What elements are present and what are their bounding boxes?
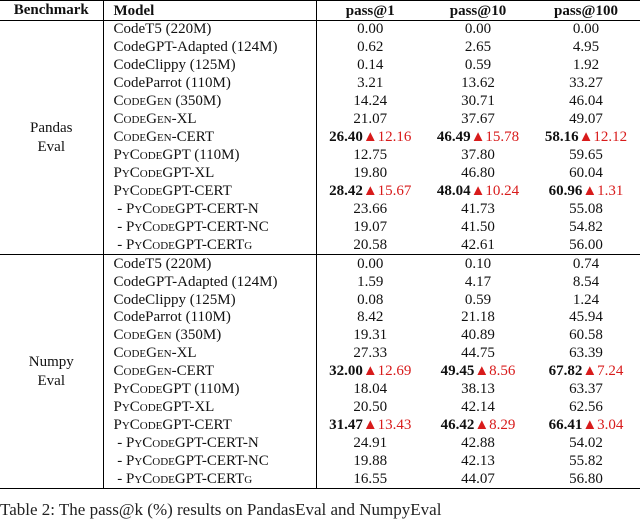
metric-value: 67.82 [548, 363, 583, 380]
model-name: PyCodeGPT-CERT-NC [126, 452, 269, 469]
metric-value: 0.00 [572, 21, 600, 38]
pass-at-10-cell [424, 273, 532, 291]
gain-value: ▲12.69 [362, 363, 412, 380]
metric-value: 37.80 [461, 147, 495, 164]
metric-value: 63.37 [569, 381, 603, 398]
ablation-marker: - [113, 236, 126, 253]
metric-value: 30.71 [461, 93, 495, 110]
pass-at-1-cell [316, 345, 424, 363]
pass-at-100-cell [532, 165, 640, 183]
metric-value: 12.75 [353, 147, 388, 164]
metric-value: 56.80 [569, 470, 603, 487]
model-name: PyCodeGPT-CERT [113, 417, 232, 434]
pass-at-10-cell [424, 399, 532, 417]
pass-at-10-cell [424, 39, 532, 57]
benchmark-suffix: Eval [37, 372, 65, 389]
pass-at-1-cell [316, 255, 424, 273]
model-name: CodeGPT-Adapted (124M) [113, 273, 278, 290]
gain-value: ▲15.78 [470, 129, 520, 146]
model-cell [103, 182, 316, 200]
table-header [0, 1, 640, 21]
metric-value: 18.04 [353, 381, 388, 398]
pass-at-10-cell [424, 147, 532, 165]
pass-at-1-cell [316, 417, 424, 435]
pass-at-10-cell [424, 111, 532, 129]
pass-at-100-cell [532, 93, 640, 111]
pass-at-10-cell [424, 470, 532, 488]
model-name: PyCodeGPT-XL [113, 164, 215, 181]
metric-value: 4.95 [572, 39, 600, 56]
metric-value: 55.82 [569, 452, 603, 469]
model-cell [103, 273, 316, 291]
benchmark-cell [0, 21, 103, 255]
metric-value: 3.21 [357, 75, 384, 92]
pass-at-100-cell [532, 111, 640, 129]
pass-at-10-cell [424, 57, 532, 75]
pass-at-100-cell [532, 147, 640, 165]
model-cell [103, 381, 316, 399]
metric-value: 42.13 [461, 452, 495, 469]
metric-value: 55.08 [569, 200, 603, 217]
metric-value: 24.91 [353, 435, 388, 452]
metric-value: 0.59 [464, 57, 492, 74]
pass-at-100-cell [532, 435, 640, 453]
pass-at-1-cell [316, 39, 424, 57]
pass-at-100-cell [532, 75, 640, 93]
model-name: CodeGen (350M) [113, 93, 222, 110]
pass-at-100-cell [532, 309, 640, 327]
pass-at-10-cell [424, 417, 532, 435]
metric-value: 54.82 [569, 218, 603, 235]
pass-at-1-cell [316, 147, 424, 165]
pass-at-1-cell [316, 218, 424, 236]
metric-value: 8.54 [572, 273, 600, 290]
header-pass-at-1: pass@1 [345, 2, 395, 19]
metric-value: 28.42 [329, 182, 363, 199]
pass-at-10-cell [424, 236, 532, 254]
pass-at-10-cell [424, 363, 532, 381]
metric-value: 19.31 [353, 327, 388, 344]
gain-value: ▲12.12 [578, 129, 628, 146]
metric-value: 44.75 [461, 345, 495, 362]
metric-value: 60.58 [569, 327, 603, 344]
metric-value: 58.16 [544, 129, 579, 146]
pass-at-10-cell [424, 21, 532, 39]
pass-at-10-cell [424, 129, 532, 147]
gain-value: ▲15.67 [362, 182, 412, 199]
header-model: Model [103, 1, 316, 21]
metric-value: 14.24 [353, 93, 388, 110]
pass-at-10-cell [424, 75, 532, 93]
model-name: PyCodeGPT-CERT-NC [126, 218, 269, 235]
metric-value: 42.61 [461, 236, 495, 253]
metric-value: 1.24 [572, 291, 600, 308]
metric-value: 37.67 [461, 111, 495, 128]
pass-at-10-cell [424, 182, 532, 200]
pass-at-100-cell [532, 363, 640, 381]
model-cell [103, 129, 316, 147]
metric-value: 38.13 [461, 381, 495, 398]
model-name: CodeT5 (220M) [113, 255, 212, 272]
metric-value: 46.42 [440, 417, 475, 434]
pass-at-10-cell [424, 218, 532, 236]
pass-at-10-cell [424, 327, 532, 345]
pass-at-1-cell [316, 273, 424, 291]
ablation-marker: - [113, 218, 126, 235]
model-cell [103, 111, 316, 129]
model-name: PyCodeGPT-CERTg [126, 470, 253, 487]
gain-value: ▲3.04 [582, 417, 624, 434]
ablation-marker: - [113, 200, 126, 217]
metric-value: 23.66 [353, 200, 388, 217]
model-name: CodeGen-XL [113, 111, 197, 128]
model-name: CodeParrot (110M) [113, 75, 231, 92]
metric-value: 19.80 [353, 164, 388, 181]
pandas-eval-group [0, 21, 640, 255]
pass-at-1-cell [316, 236, 424, 254]
benchmark-cell [0, 255, 103, 489]
pass-at-10-cell [424, 291, 532, 309]
gain-value: ▲12.16 [362, 129, 412, 146]
model-cell [103, 200, 316, 218]
pass-at-1-cell [316, 381, 424, 399]
model-cell [103, 327, 316, 345]
pass-at-100-cell [532, 236, 640, 254]
ablation-marker: - [113, 452, 126, 469]
pass-at-1-cell [316, 57, 424, 75]
pass-at-10-cell [424, 435, 532, 453]
pass-at-1-cell [316, 291, 424, 309]
metric-value: 49.45 [440, 363, 475, 380]
header-benchmark: Benchmark [0, 1, 103, 21]
pass-at-100-cell [532, 182, 640, 200]
pass-at-1-cell [316, 111, 424, 129]
ablation-marker: - [113, 470, 126, 487]
model-name: PyCodeGPT-CERT-N [126, 200, 259, 217]
model-cell [103, 93, 316, 111]
header-pass-at-10: pass@10 [449, 2, 507, 19]
gain-value: ▲1.31 [582, 182, 624, 199]
metric-value: 48.04 [436, 182, 471, 199]
metric-value: 0.08 [357, 291, 384, 308]
model-cell [103, 470, 316, 488]
benchmark-suffix: Eval [37, 138, 65, 155]
metric-value: 0.59 [464, 291, 492, 308]
metric-value: 20.50 [353, 399, 388, 416]
metric-value: 33.27 [569, 75, 603, 92]
pass-at-100-cell [532, 129, 640, 147]
pass-at-1-cell [316, 309, 424, 327]
model-name: CodeClippy (125M) [113, 291, 236, 308]
model-cell [103, 57, 316, 75]
metric-value: 46.80 [461, 164, 495, 181]
pass-at-10-cell [424, 345, 532, 363]
metric-value: 45.94 [569, 309, 603, 326]
model-cell [103, 363, 316, 381]
model-name: PyCodeGPT-CERTg [126, 236, 253, 253]
model-cell [103, 291, 316, 309]
pass-at-1-cell [316, 327, 424, 345]
metric-value: 27.33 [353, 345, 388, 362]
pass-at-100-cell [532, 291, 640, 309]
metric-value: 1.59 [357, 273, 384, 290]
metric-value: 16.55 [353, 470, 388, 487]
benchmark-name: Pandas [30, 119, 73, 136]
model-cell [103, 453, 316, 471]
metric-value: 62.56 [569, 399, 603, 416]
metric-value: 20.58 [353, 236, 388, 253]
model-name: CodeGen-CERT [113, 363, 215, 380]
pass-at-100-cell [532, 327, 640, 345]
metric-value: 19.07 [353, 218, 388, 235]
gain-value: ▲7.24 [582, 363, 624, 380]
metric-value: 63.39 [569, 345, 603, 362]
model-cell [103, 417, 316, 435]
metric-value: 0.00 [464, 21, 492, 38]
model-cell [103, 345, 316, 363]
ablation-marker: - [113, 435, 126, 452]
metric-value: 21.18 [461, 309, 495, 326]
metric-value: 42.88 [461, 435, 495, 452]
model-cell [103, 218, 316, 236]
metric-value: 46.49 [436, 129, 471, 146]
header-row [0, 1, 640, 21]
metric-value: 59.65 [569, 147, 603, 164]
metric-value: 56.00 [569, 236, 603, 253]
pass-at-1-cell [316, 182, 424, 200]
pass-at-1-cell [316, 93, 424, 111]
pass-at-100-cell [532, 255, 640, 273]
metric-value: 31.47 [329, 417, 363, 434]
model-name: PyCodeGPT (110M) [113, 147, 240, 164]
pass-at-100-cell [532, 273, 640, 291]
metric-value: 41.50 [461, 218, 495, 235]
pass-at-1-cell [316, 470, 424, 488]
pass-at-1-cell [316, 453, 424, 471]
metric-value: 66.41 [548, 417, 583, 434]
pass-at-10-cell [424, 165, 532, 183]
model-cell [103, 39, 316, 57]
pass-at-100-cell [532, 57, 640, 75]
gain-value: ▲8.56 [474, 363, 516, 380]
metric-value: 41.73 [461, 200, 495, 217]
model-cell [103, 21, 316, 39]
model-cell [103, 147, 316, 165]
pass-at-100-cell [532, 417, 640, 435]
gain-value: ▲13.43 [362, 417, 412, 434]
model-cell [103, 399, 316, 417]
pass-at-1-cell [316, 435, 424, 453]
model-name: PyCodeGPT-CERT-N [126, 435, 259, 452]
metric-value: 46.04 [569, 93, 603, 110]
model-name: CodeGen (350M) [113, 327, 222, 344]
metric-value: 13.62 [461, 75, 495, 92]
table-caption: Table 2: The pass@k (%) results on PandasEval and NumpyEval [0, 500, 442, 519]
model-name: PyCodeGPT (110M) [113, 381, 240, 398]
metric-value: 49.07 [569, 111, 603, 128]
model-cell [103, 165, 316, 183]
metric-value: 32.00 [329, 363, 363, 380]
pass-at-1-cell [316, 21, 424, 39]
pass-at-10-cell [424, 93, 532, 111]
model-name: CodeGen-CERT [113, 129, 215, 146]
pass-at-100-cell [532, 381, 640, 399]
pass-at-100-cell [532, 345, 640, 363]
pass-at-1-cell [316, 129, 424, 147]
metric-value: 54.02 [569, 435, 603, 452]
metric-value: 8.42 [357, 309, 384, 326]
metric-value: 0.00 [357, 255, 384, 272]
metric-value: 4.17 [464, 273, 492, 290]
pass-at-10-cell [424, 381, 532, 399]
metric-value: 26.40 [329, 129, 363, 146]
pass-at-1-cell [316, 165, 424, 183]
metric-value: 40.89 [461, 327, 495, 344]
model-cell [103, 236, 316, 254]
model-name: PyCodeGPT-CERT [113, 182, 232, 199]
model-name: CodeT5 (220M) [113, 21, 212, 38]
pass-at-100-cell [532, 218, 640, 236]
pass-at-100-cell [532, 21, 640, 39]
metric-value: 60.04 [569, 164, 603, 181]
metric-value: 44.07 [461, 470, 495, 487]
pass-at-100-cell [532, 399, 640, 417]
pass-at-1-cell [316, 75, 424, 93]
model-cell [103, 435, 316, 453]
pass-at-100-cell [532, 470, 640, 488]
header-pass-at-100: pass@100 [554, 2, 618, 19]
model-name: CodeGen-XL [113, 345, 197, 362]
model-name: CodeParrot (110M) [113, 309, 231, 326]
metric-value: 2.65 [464, 39, 492, 56]
gain-value: ▲8.29 [474, 417, 516, 434]
metric-value: 0.10 [464, 255, 492, 272]
model-name: CodeClippy (125M) [113, 57, 236, 74]
metric-value: 19.88 [353, 452, 388, 469]
metric-value: 60.96 [548, 182, 583, 199]
table-row [0, 21, 640, 39]
model-cell [103, 255, 316, 273]
pass-at-1-cell [316, 200, 424, 218]
metric-value: 42.14 [461, 399, 495, 416]
benchmark-name: Numpy [28, 353, 74, 370]
model-cell [103, 75, 316, 93]
table-row [0, 255, 640, 273]
model-cell [103, 309, 316, 327]
pass-at-10-cell [424, 200, 532, 218]
metric-value: 0.62 [357, 39, 384, 56]
numpy-eval-group [0, 255, 640, 489]
pass-at-10-cell [424, 255, 532, 273]
pass-at-1-cell [316, 363, 424, 381]
metric-value: 21.07 [353, 111, 388, 128]
pass-at-100-cell [532, 453, 640, 471]
metric-value: 0.00 [357, 21, 384, 38]
pass-at-10-cell [424, 309, 532, 327]
pass-at-10-cell [424, 453, 532, 471]
model-name: CodeGPT-Adapted (124M) [113, 39, 278, 56]
metric-value: 1.92 [572, 57, 600, 74]
gain-value: ▲10.24 [470, 182, 520, 199]
metric-value: 0.74 [572, 255, 600, 272]
pass-at-100-cell [532, 200, 640, 218]
metric-value: 0.14 [357, 57, 384, 74]
pass-at-100-cell [532, 39, 640, 57]
pass-at-1-cell [316, 399, 424, 417]
model-name: PyCodeGPT-XL [113, 399, 215, 416]
